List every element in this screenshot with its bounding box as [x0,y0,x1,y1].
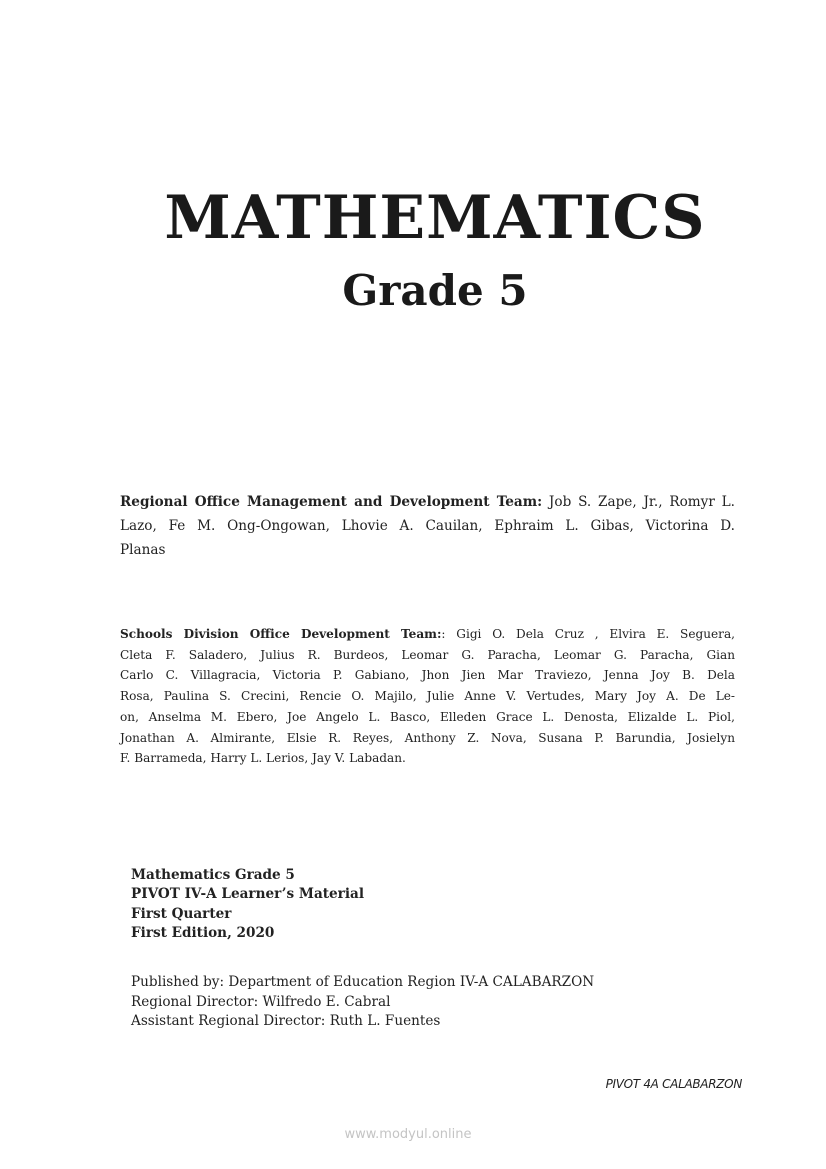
credit-line: Lazo, Fe M. Ong-Ongowan, Lhovie A. Cauilan, Ephraim L. Gibas, Victorina D. [120,518,735,534]
regional-team-credits [120,490,735,562]
material-info [131,866,364,944]
info-line: First Quarter [131,905,232,922]
credit-line: F. Barrameda, Harry L. Lerios, Jay V. Labadan. [120,751,406,766]
page-footer: PIVOT 4A CALABARZON [605,1077,742,1091]
credit-line: Cleta F. Saladero, Julius R. Burdeos, Leomar G. Paracha, Leomar G. Paracha, Gian [120,647,735,662]
publication-line: Regional Director: Wilfredo E. Cabral [131,993,391,1010]
credit-text: : Gigi O. Dela Cruz , Elvira E. Seguera, [441,627,735,641]
credit-line: Rosa, Paulina S. Crecini, Rencie O. Majilo, Julie Anne V. Vertudes, Mary Joy A. De Le- [120,689,735,704]
info-line: Mathematics Grade 5 [131,867,295,883]
publication-line: Published by: Department of Education Region IV-A CALABARZON [131,974,595,990]
document-subtitle: Grade 5 [342,266,528,315]
info-line: First Edition, 2020 [131,925,275,942]
credit-text: Job S. Zape, Jr., Romyr L. [542,494,735,510]
credit-line: Jonathan A. Almirante, Elsie R. Reyes, Anthony Z. Nova, Susana P. Barundia, Josielyn [120,730,735,745]
credit-line: Planas [120,542,166,558]
schools-team-label: Schools Division Office Development Team: [120,627,442,641]
credit-line [120,490,735,514]
watermark: www.modyul.online [344,1127,472,1142]
document-title: MATHEMATICS [164,183,706,253]
credit-line: on, Anselma M. Ebero, Joe Angelo L. Basco, Elleden Grace L. Denosta, Elizalde L. Piol, [120,709,735,724]
regional-team-label: Regional Office Management and Development Team: [120,494,543,510]
schools-team-credits [120,624,735,769]
publication-line: Assistant Regional Director: Ruth L. Fuentes [131,1013,441,1030]
credit-line: Carlo C. Villagracia, Victoria P. Gabiano, Jhon Jien Mar Traviezo, Jenna Joy B. Dela [120,668,735,683]
publication-info [131,973,594,1032]
credit-line [120,624,735,645]
info-line: PIVOT IV-A Learner’s Material [131,886,364,903]
